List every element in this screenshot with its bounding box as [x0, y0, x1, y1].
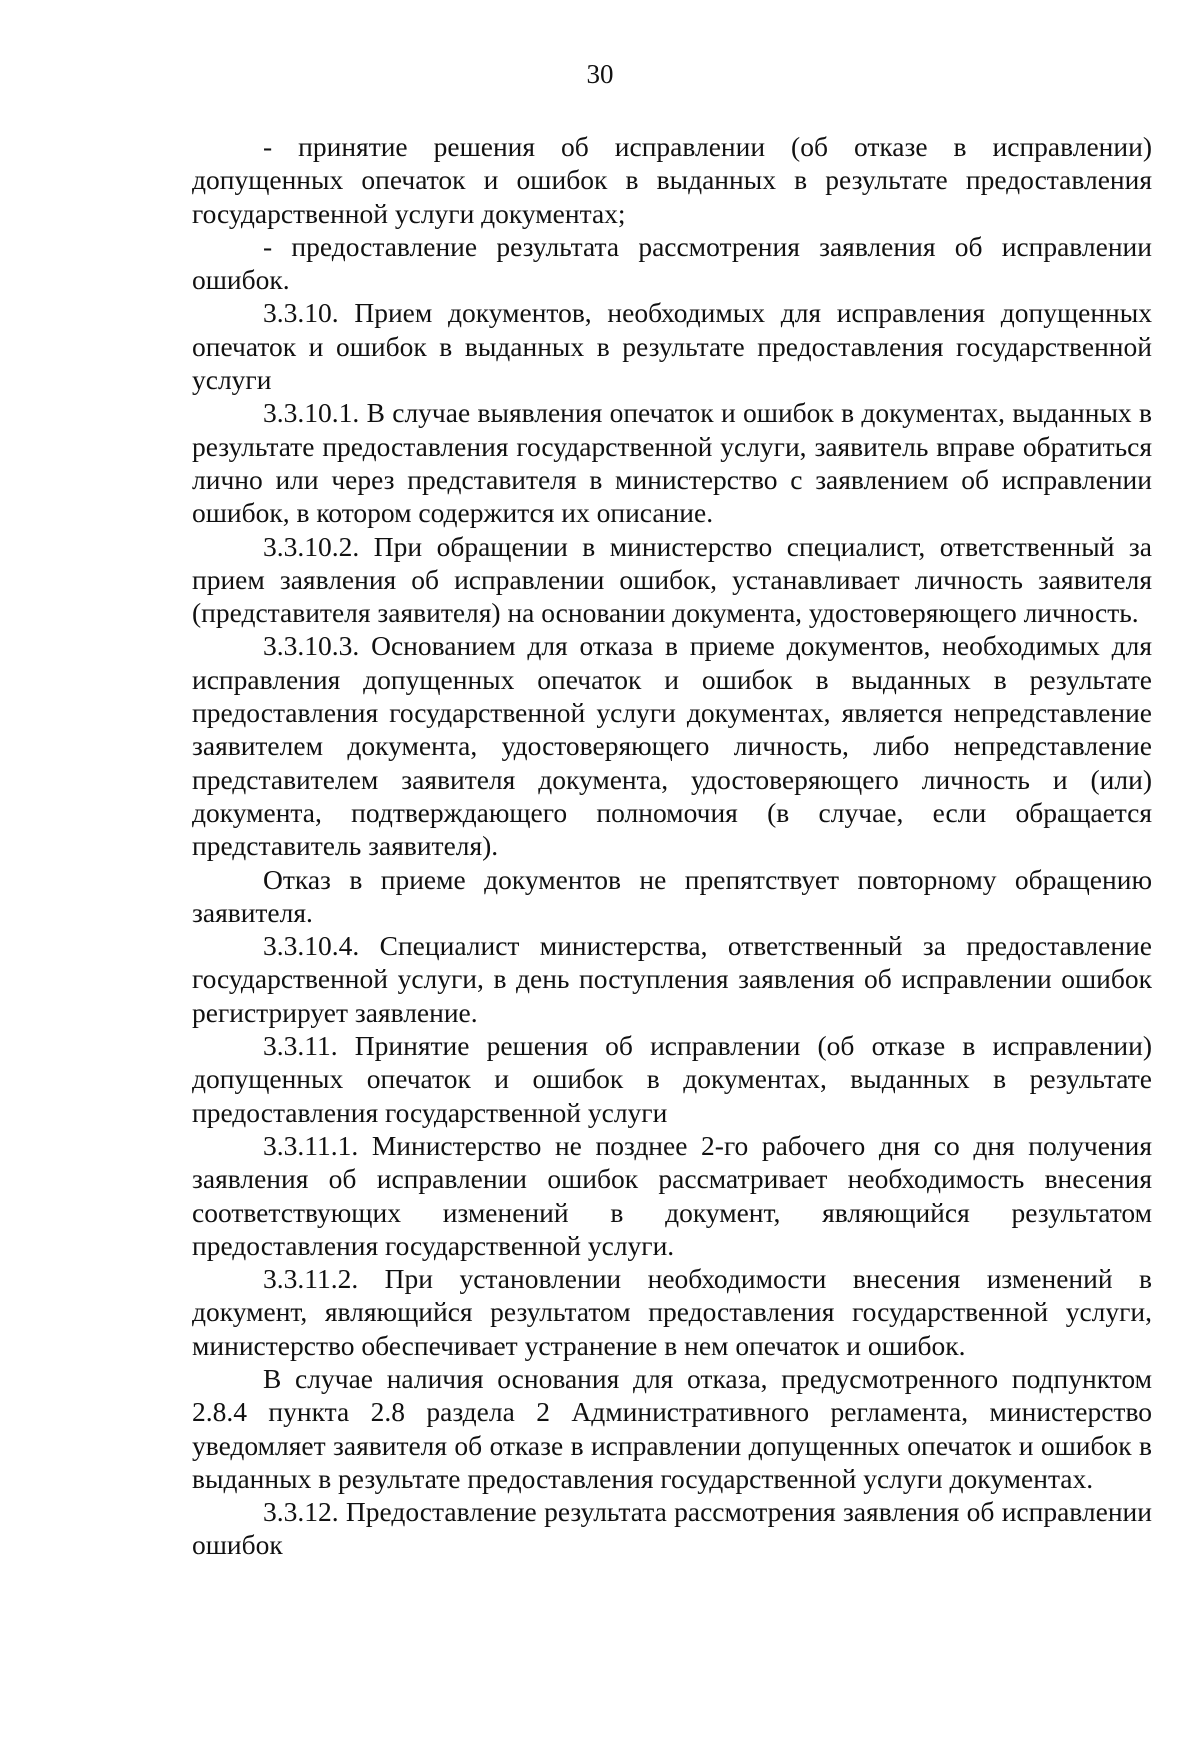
page-number: 30 [586, 59, 614, 89]
paragraph: 3.3.10.1. В случае выявления опечаток и ошибок в документах, выданных в результате предоставления государственной услуги, заявитель вправе обратиться лично или через представителя в министерство с заявлением об исправлении ошибок, в котором содержится их описание. [192, 397, 1152, 529]
section-heading: 3.3.11. Принятие решения об исправлении (об отказе в исправлении) допущенных опечаток и ошибок в документах, выданных в результате предоставления государственной услуги [192, 1030, 1152, 1128]
paragraph: 3.3.11.1. Министерство не позднее 2-го рабочего дня со дня получения заявления об исправлении ошибок рассматривает необходимость внесения соответствующих изменений в документ, являющийся результатом предоставления государственной услуги. [192, 1129, 1152, 1261]
paragraph: 3.3.11.2. При установлении необходимости внесения изменений в документ, являющийся результатом предоставления государственной услуги, министерство обеспечивает устранение в нем опечаток и ошибок. [192, 1263, 1152, 1361]
paragraph: 3.3.10.4. Специалист министерства, ответственный за предоставление государственной услуги, в день поступления заявления об исправлении ошибок регистрирует заявление. [192, 930, 1152, 1028]
paragraph: В случае наличия основания для отказа, предусмотренного подпунктом 2.8.4 пункта 2.8 раздела 2 Административного регламента, министерство уведомляет заявителя об отказе в исправлении допущенных опечаток и ошибок в выданных в результате предоставления государственной услуги документах. [192, 1362, 1152, 1494]
paragraph: 3.3.10.3. Основанием для отказа в приеме документов, необходимых для исправления допущенных опечаток и ошибок в выданных в результате предоставления государственной услуги документах, является непредставление заявителем документа, удостоверяющего личность, либо непредставление представителем заявителя документа, удостоверяющего личность и (или) документа, подтверждающего полномочия (в случае, если обращается представитель заявителя). [192, 630, 1152, 862]
paragraph: - принятие решения об исправлении (об отказе в исправлении) допущенных опечаток и ошибок в выданных в результате предоставления государственной услуги документах; [192, 131, 1152, 229]
section-heading: 3.3.10. Прием документов, необходимых для исправления допущенных опечаток и ошибок в выданных в результате предоставления государственной услуги [192, 297, 1152, 396]
document-body [192, 130, 1152, 1562]
paragraph: Отказ в приеме документов не препятствует повторному обращению заявителя. [192, 863, 1152, 928]
section-heading: 3.3.12. Предоставление результата рассмотрения заявления об исправлении ошибок [192, 1496, 1152, 1561]
paragraph: - предоставление результата рассмотрения заявления об исправлении ошибок. [192, 230, 1152, 296]
paragraph: 3.3.10.2. При обращении в министерство специалист, ответственный за прием заявления об исправлении ошибок, устанавливает личность заявителя (представителя заявителя) на основании документа, удостоверяющего личность. [192, 530, 1152, 629]
